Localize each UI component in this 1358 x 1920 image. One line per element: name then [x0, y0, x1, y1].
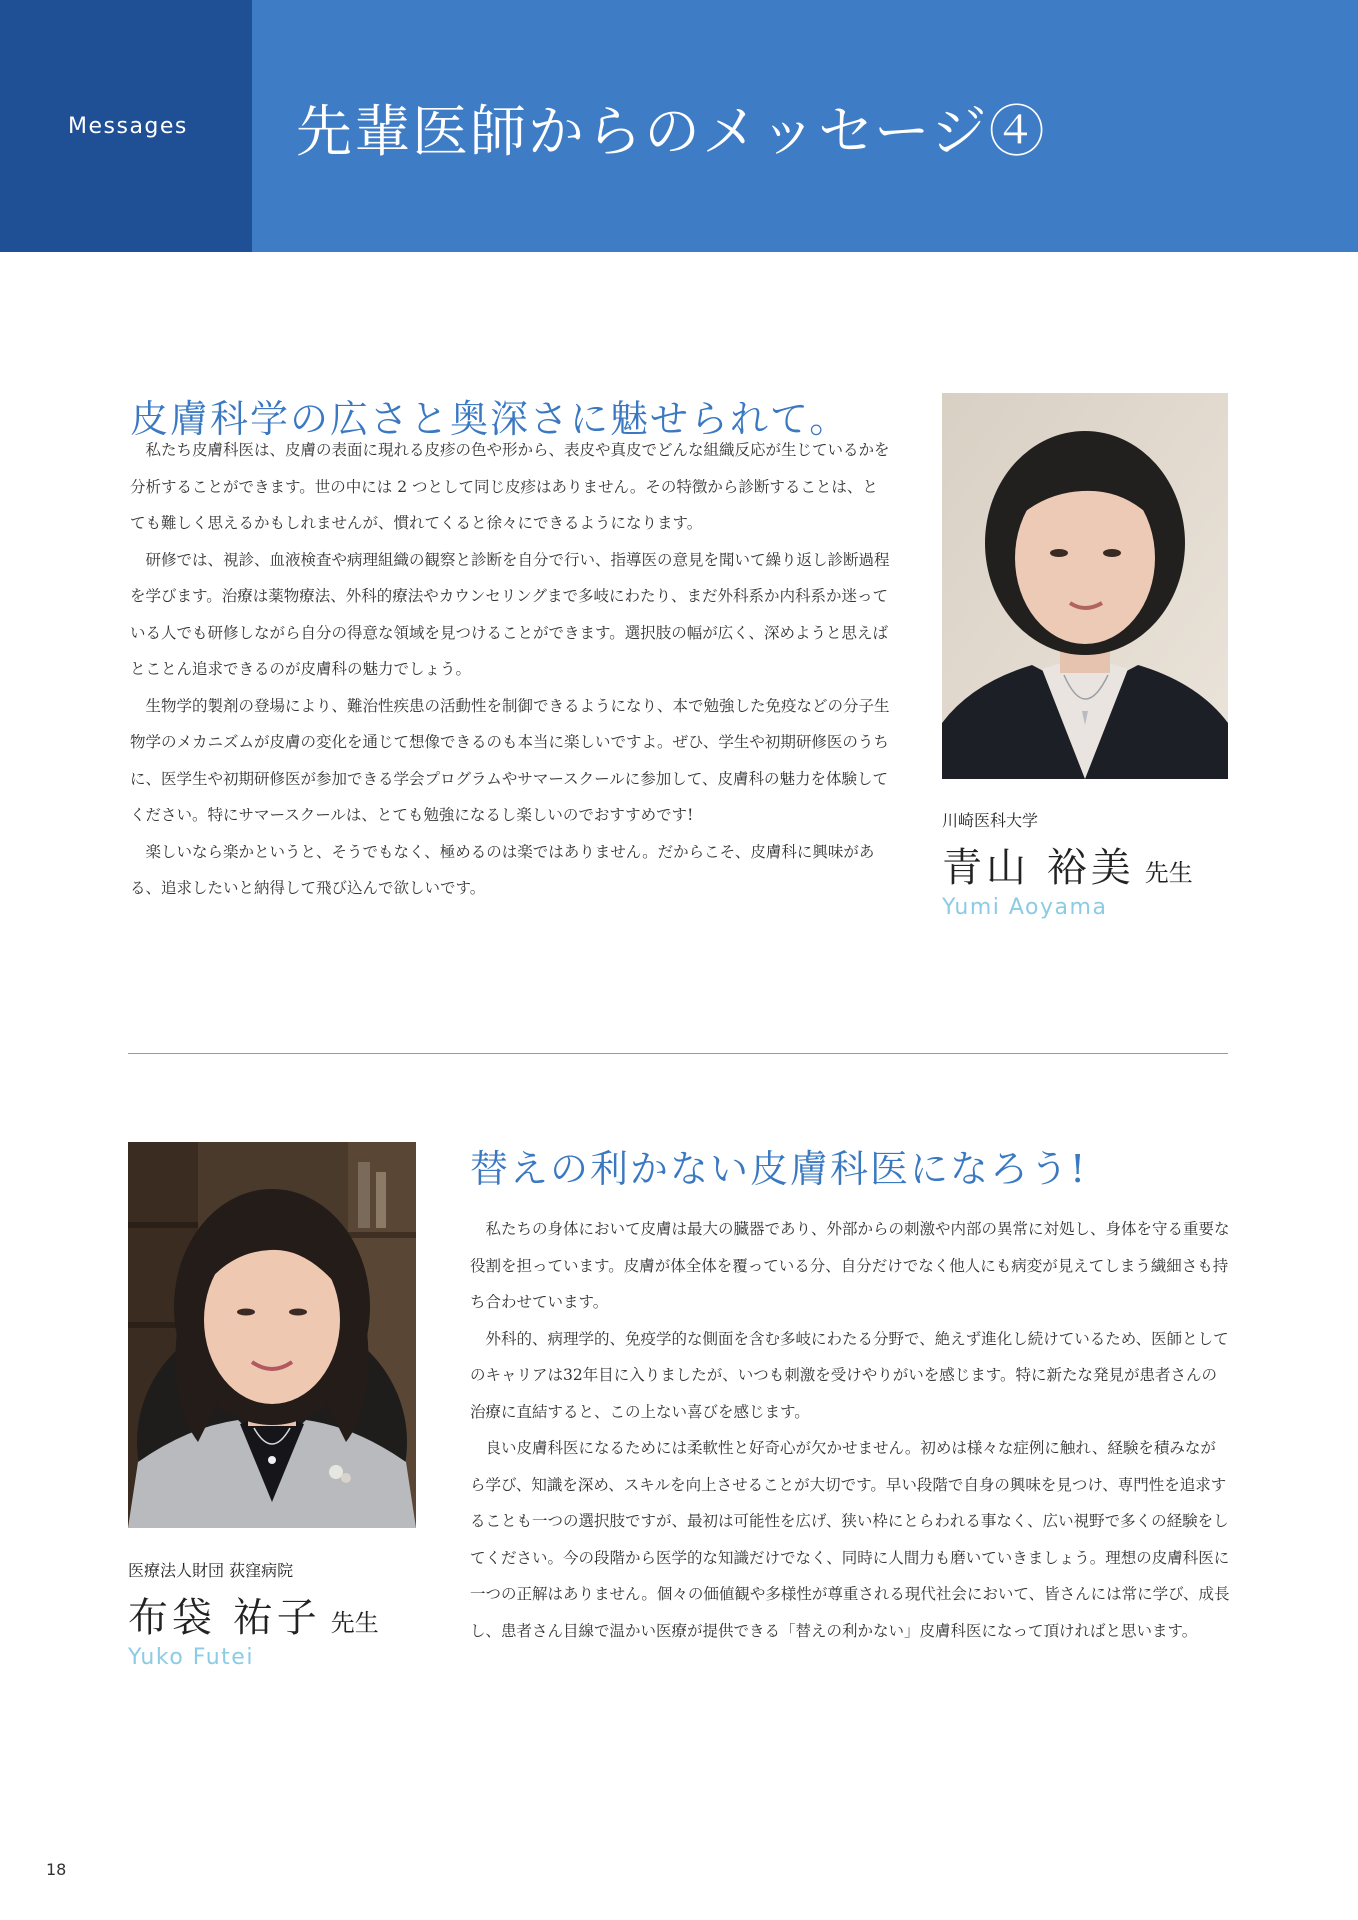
section1-paragraph: 楽しいなら楽かというと、そうでもなく、極めるのは楽ではありません。だからこそ、皮膚科に興味がある、追求したいと納得して飛び込んで欲しいです。 [130, 842, 875, 897]
section1-paragraph: 生物学的製剤の登場により、難治性疾患の活動性を制御できるようになり、本で勉強した免疫などの分子生物学のメカニズムが皮膚の変化を通じて想像できるのも本当に楽しいですよ。ぜひ、学生や初期研修医のうちに、医学生や初期研修医が参加できる学会プログラムやサマースクールに参加して、皮膚科の魅力を体験してください。特にサマースクールは、とても勉強になるし楽しいのでおすすめです! [130, 696, 890, 824]
section1-paragraph: 研修では、視診、血液検査や病理組織の観察と診断を自分で行い、指導医の意見を聞いて繰り返し診断過程を学びます。治療は薬物療法、外科的療法やカウンセリングまで多岐にわたり、まだ外科系か内科系か迷っている人でも研修しながら自分の得意な領域を見つけることができます。選択肢の幅が広く、深めようと思えばとことん追求できるのが皮膚科の魅力でしょう。 [130, 550, 890, 678]
name-en-aoyama: Yumi Aoyama [942, 895, 1108, 920]
name-suffix: 先生 [1144, 859, 1193, 887]
section-divider [128, 1053, 1228, 1054]
doctor-name-aoyama [942, 836, 1193, 893]
section2-paragraph: 良い皮膚科医になるためには柔軟性と好奇心が欠かせません。初めは様々な症例に触れ、経験を積みながら学び、知識を深め、スキルを向上させることが大切です。早い段階で自身の興味を見つけ、専門性を追求することも一つの選択肢ですが、最初は可能性を広げ、狭い枠にとらわれる事なく、広い視野で多くの経験をしてください。今の段階から医学的な知識だけでなく、同時に人間力も磨いていきましょう。理想の皮膚科医に一つの正解はありません。個々の価値観や多様性が尊重される現代社会において、皆さんには常に学び、成長し、患者さん目線で温かい医療が提供できる「替えの利かない」皮膚科医になって頂ければと思います。 [470, 1439, 1230, 1640]
header-tab-label: Messages [68, 114, 188, 139]
portrait-illustration [942, 393, 1228, 779]
name-suffix: 先生 [330, 1609, 379, 1637]
affiliation-aoyama: 川崎医科大学 [942, 811, 1039, 830]
name-en-futei: Yuko Futei [128, 1645, 254, 1670]
portrait-photo-futei [128, 1142, 416, 1528]
header-band [0, 0, 1358, 252]
doctor-name-futei [128, 1586, 379, 1643]
portrait-photo-aoyama [942, 393, 1228, 779]
affiliation-futei: 医療法人財団 荻窪病院 [128, 1561, 294, 1580]
header-tab [0, 0, 252, 252]
section2-paragraph: 私たちの身体において皮膚は最大の臓器であり、外部からの刺激や内部の異常に対処し、身体を守る重要な役割を担っています。皮膚が体全体を覆っている分、自分だけでなく他人にも病変が見えてしまう繊細さも持ち合わせています。 [470, 1220, 1230, 1311]
page-number: 18 [46, 1860, 67, 1879]
section2-title: 替えの利かない皮膚科医になろう! [470, 1147, 1088, 1191]
section1-body [130, 432, 890, 907]
section2-body [470, 1211, 1230, 1649]
portrait-illustration [128, 1142, 416, 1528]
section2-paragraph: 外科的、病理学的、免疫学的な側面を含む多岐にわたる分野で、絶えず進化し続けているため、医師としてのキャリアは32年目に入りましたが、いつも刺激を受けやりがいを感じます。特に新たな発見が患者さんの治療に直結すると、この上ない喜びを感じます。 [470, 1329, 1229, 1421]
section1-title: 皮膚科学の広さと奥深さに魅せられて。 [130, 397, 850, 441]
name-jp: 布袋 祐子 [128, 1595, 321, 1641]
name-jp: 青山 裕美 [942, 845, 1135, 891]
section1-paragraph: 私たち皮膚科医は、皮膚の表面に現れる皮疹の色や形から、表皮や真皮でどんな組織反応が生じているかを分析することができます。世の中には 2 つとして同じ皮疹はありません。その特徴から診断することは、とても難しく思えるかもしれませんが、慣れてくると徐々にできるようになります。 [130, 441, 890, 532]
page-title: 先輩医師からのメッセージ④ [296, 100, 1047, 165]
